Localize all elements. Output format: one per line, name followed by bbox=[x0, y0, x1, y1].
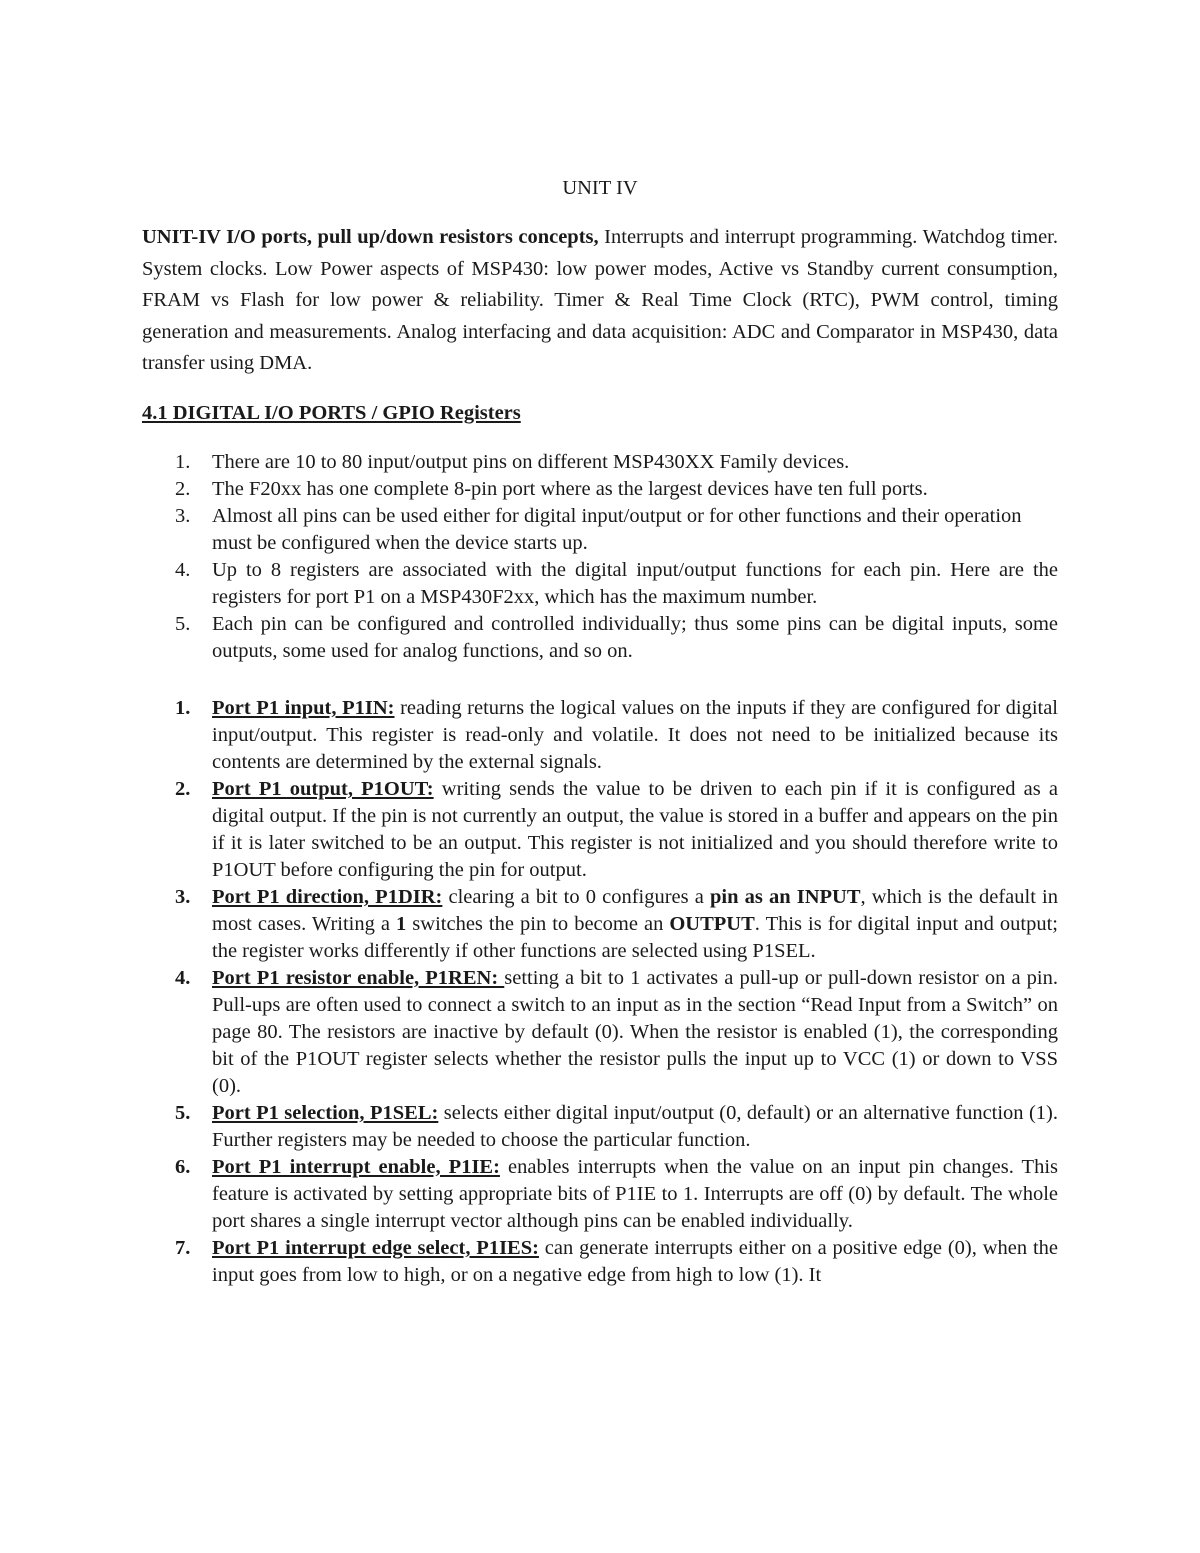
register-text: enables interrupts when the value on an input pin changes. This feature is activated by setting appropriate bits of P1IE to 1. Interrupts are off (0) by default. The whole port shares a single interrupt vector although pins can be enabled individually. bbox=[212, 1156, 1059, 1232]
points-list bbox=[142, 449, 1058, 665]
list-item-number: 4. bbox=[175, 559, 191, 581]
intro-text: Interrupts and interrupt programming. Watchdog timer. System clocks. Low Power aspects of MSP430: low power modes, Active vs Standby current consumption, FRAM vs Flash for low power & reliability. Timer & Real Time Clock (RTC), PWM control, timing generation and measurements. Analog interfacing and data acquisition: ADC and Comparator in MSP430, data transfer using DMA. bbox=[142, 226, 1058, 374]
list-item-text: Almost all pins can be used either for digital input/output or for other functions and their operation must be configured when the device starts up. bbox=[212, 505, 1022, 554]
register-number: 1. bbox=[175, 697, 191, 719]
list-item-text: Up to 8 registers are associated with the digital input/output functions for each pin. Here are the registers for port P1 on a MSP430F2xx, which has the maximum number. bbox=[212, 559, 1058, 608]
list-item-number: 3. bbox=[175, 505, 191, 527]
register-text: selects either digital input/output (0, default) or an alternative function (1). Further registers may be needed to choose the particular function. bbox=[212, 1102, 1058, 1151]
list-item-number: 5. bbox=[175, 613, 191, 635]
register-title: Port P1 input, P1IN: bbox=[212, 697, 395, 719]
register-title: Port P1 resistor enable, P1REN: bbox=[212, 967, 505, 989]
register-item bbox=[142, 965, 1058, 1100]
register-number: 3. bbox=[175, 886, 191, 908]
register-item bbox=[142, 1235, 1058, 1289]
register-text: , which is the default in most cases. Writing a bbox=[212, 886, 1058, 935]
list-item-text: Each pin can be configured and controlled individually; thus some pins can be digital inputs, some outputs, some used for analog functions, and so on. bbox=[212, 613, 1058, 662]
list-item bbox=[142, 503, 1058, 557]
page-title: UNIT IV bbox=[562, 177, 638, 199]
register-title: Port P1 interrupt edge select, P1IES: bbox=[212, 1237, 539, 1259]
list-item bbox=[142, 611, 1058, 665]
register-text-bold: pin as an INPUT bbox=[709, 886, 861, 908]
intro-bold-lead: UNIT-IV I/O ports, pull up/down resistors concepts, bbox=[142, 226, 599, 248]
register-number: 2. bbox=[175, 778, 191, 800]
list-item-number: 2. bbox=[175, 478, 191, 500]
register-text: setting a bit to 1 activates a pull-up or pull-down resistor on a pin. Pull-ups are often used to connect a switch to an input as in the section “Read Input from a Switch” on page 80. The resistors are inactive by default (0). When the resistor is enabled (1), the corresponding bit of the P1OUT register selects whether the resistor pulls the input up to VCC (1) or down to VSS (0). bbox=[212, 967, 1058, 1097]
register-text: . This is for digital input and output; the register works differently if other functions are selected using P1SEL. bbox=[212, 913, 1058, 962]
register-number: 5. bbox=[175, 1102, 191, 1124]
register-text-bold: OUTPUT bbox=[669, 913, 755, 935]
list-item-text: The F20xx has one complete 8-pin port where as the largest devices have ten full ports. bbox=[212, 478, 928, 500]
intro-paragraph bbox=[142, 222, 1058, 380]
register-number: 4. bbox=[175, 967, 191, 989]
register-text: can generate interrupts either on a positive edge (0), when the input goes from low to high, or on a negative edge from high to low (1). It bbox=[212, 1237, 1058, 1286]
list-item bbox=[142, 449, 1058, 476]
section-heading: 4.1 DIGITAL I/O PORTS / GPIO Registers bbox=[142, 401, 521, 424]
list-item-number: 1. bbox=[175, 451, 191, 473]
page-content bbox=[142, 170, 1058, 1289]
register-title: Port P1 selection, P1SEL: bbox=[212, 1102, 439, 1124]
list-item-text: There are 10 to 80 input/output pins on different MSP430XX Family devices. bbox=[212, 451, 850, 473]
list-item bbox=[142, 557, 1058, 611]
register-title: Port P1 direction, P1DIR: bbox=[212, 886, 443, 908]
register-item bbox=[142, 1154, 1058, 1235]
register-number: 6. bbox=[175, 1156, 191, 1178]
register-title: Port P1 output, P1OUT: bbox=[212, 778, 434, 800]
register-item bbox=[142, 884, 1058, 965]
register-number: 7. bbox=[175, 1237, 191, 1259]
register-text: switches the pin to become an bbox=[406, 913, 670, 935]
register-text: writing sends the value to be driven to each pin if it is configured as a digital output. If the pin is not currently an output, the value is stored in a buffer and appears on the pin if it is later switched to be an output. This register is not initialized and you should therefore write to P1OUT before configuring the pin for output. bbox=[212, 778, 1058, 881]
register-item bbox=[142, 1100, 1058, 1154]
register-item bbox=[142, 776, 1058, 884]
register-text-bold: 1 bbox=[396, 913, 407, 935]
register-title: Port P1 interrupt enable, P1IE: bbox=[212, 1156, 500, 1178]
register-item bbox=[142, 695, 1058, 776]
list-item bbox=[142, 476, 1058, 503]
register-text: clearing a bit to 0 configures a bbox=[442, 886, 710, 908]
register-text: reading returns the logical values on the inputs if they are configured for digital input/output. This register is read-only and volatile. It does not need to be initialized because its contents are determined by the external signals. bbox=[212, 697, 1059, 773]
registers-list bbox=[142, 695, 1058, 1289]
